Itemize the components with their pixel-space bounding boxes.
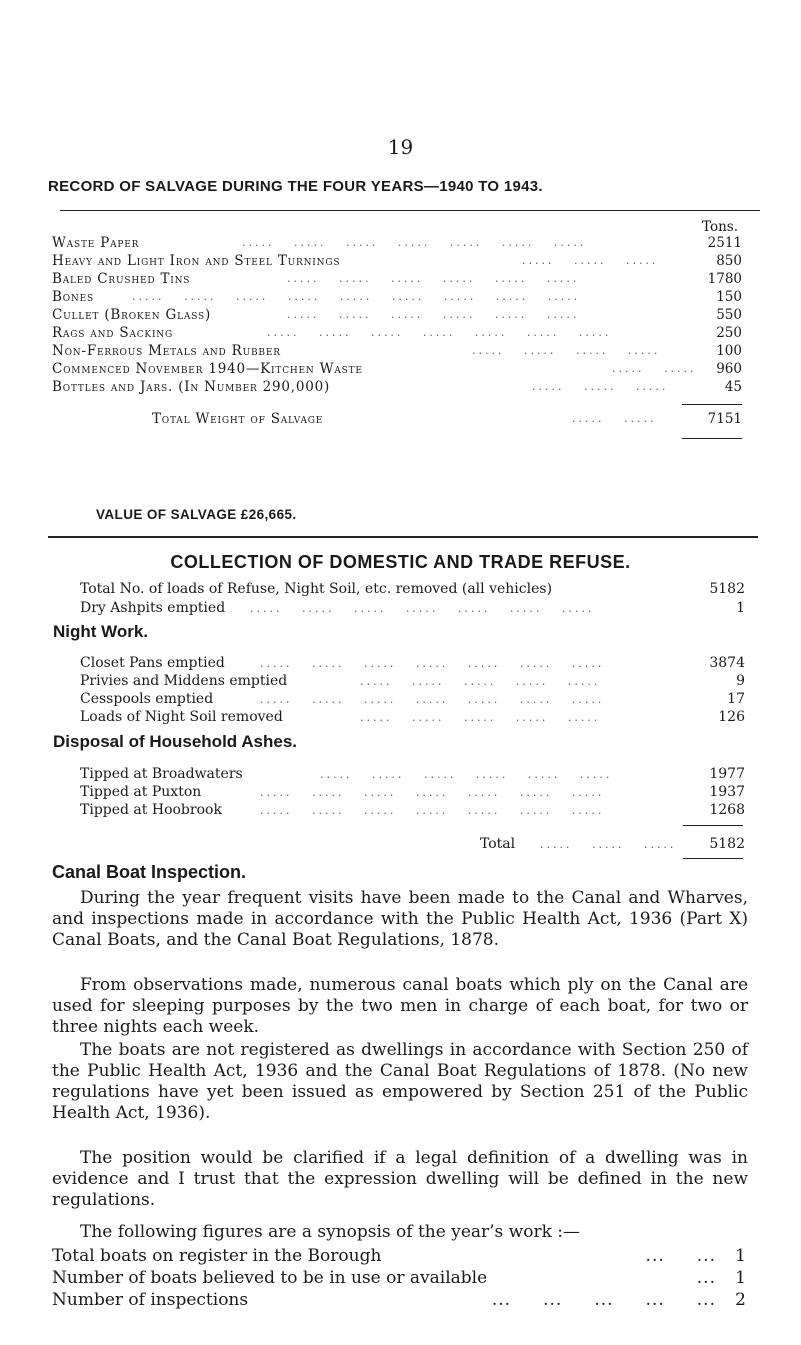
canal-paragraph: During the year frequent visits have been made to the Canal and Wharves, and inspections made in accordance with the Public Health Act, 1936 (Part X) Canal Boats, and the Canal Boat Regulations, 1878. [52, 888, 748, 950]
synopsis-row: Total boats on register in the Borough ... ... 1 [52, 1246, 746, 1266]
total-loads-line: Total No. of loads of Refuse, Night Soil, etc. removed (all vehicles) 5182 [80, 581, 745, 597]
salvage-row: Waste Paper ..... ..... ..... ..... ..... ..... ..... 2511 [52, 235, 742, 251]
night-work-row: Privies and Middens emptied ..... ..... ..... ..... ..... 9 [80, 673, 745, 689]
salvage-title: RECORD OF SALVAGE DURING THE FOUR YEARS—1940 TO 1943. [48, 178, 543, 195]
ashes-subtotal-rule [683, 825, 743, 826]
subtotal-rule [682, 404, 742, 405]
canal-paragraph: The position would be clarified if a legal definition of a dwelling was in evidence and I trust that the expression dwelling will be defined in the new regulations. [52, 1148, 748, 1210]
title-rule [60, 210, 760, 211]
ashes-row: Tipped at Broadwaters ..... ..... ..... ..... ..... ..... 1977 [80, 766, 745, 782]
dry-ashpits-line: Dry Ashpits emptied ..... ..... ..... ..... ..... ..... ..... 1 [80, 600, 745, 616]
salvage-row: Cullet (Broken Glass) ..... ..... ..... ..... ..... ..... 550 [52, 307, 742, 323]
ashes-total-rule [683, 858, 743, 859]
salvage-row: Heavy and Light Iron and Steel Turnings ..... ..... ..... 850 [52, 253, 742, 269]
canal-heading: Canal Boat Inspection. [52, 862, 247, 882]
ashes-row: Tipped at Hoobrook ..... ..... ..... ..... ..... ..... ..... 1268 [80, 802, 745, 818]
salvage-row: Non-Ferrous Metals and Rubber ..... ..... ..... ..... 100 [52, 343, 742, 359]
night-work-heading: Night Work. [53, 622, 149, 641]
salvage-table [52, 218, 742, 442]
night-work-row: Closet Pans emptied ..... ..... ..... ..... ..... ..... ..... 3874 [80, 655, 745, 671]
salvage-value: VALUE OF SALVAGE £26,665. [96, 507, 297, 522]
salvage-row: Baled Crushed Tins ..... ..... ..... ..... ..... ..... 1780 [52, 271, 742, 287]
salvage-row: Bones ..... ..... ..... ..... ..... ..... ..... ..... ..... 150 [52, 289, 742, 305]
ashes-heading: Disposal of Household Ashes. [53, 732, 298, 751]
tons-header: Tons. [702, 219, 738, 235]
night-work-row: Cesspools emptied ..... ..... ..... ..... ..... ..... ..... 17 [80, 691, 745, 707]
section-rule [48, 536, 758, 538]
synopsis-row: Number of boats believed to be in use or available ... 1 [52, 1268, 746, 1288]
canal-paragraph: From observations made, numerous canal boats which ply on the Canal are used for sleeping purposes by the two men in charge of each boat, for two or three nights each week. [52, 975, 748, 1037]
ashes-row: Tipped at Puxton ..... ..... ..... ..... ..... ..... ..... 1937 [80, 784, 745, 800]
canal-paragraph: The following figures are a synopsis of the year’s work :— [80, 1222, 581, 1242]
total-rule [682, 438, 742, 439]
salvage-row: Bottles and Jars. (In Number 290,000) ..... ..... ..... 45 [52, 379, 742, 395]
page-number: 19 [387, 135, 414, 159]
canal-paragraph: The boats are not registered as dwellings in accordance with Section 250 of the Public Health Act, 1936 and the Canal Boat Regulations of 1878. (No new regulations have yet been issued as empowered by Section 251 of the Public Health Act, 1936). [52, 1040, 748, 1123]
refuse-heading: COLLECTION OF DOMESTIC AND TRADE REFUSE. [170, 552, 631, 572]
salvage-row: Rags and Sacking ..... ..... ..... ..... ..... ..... ..... 250 [52, 325, 742, 341]
salvage-row: Commenced November 1940—Kitchen Waste ..... ..... 960 [52, 361, 742, 377]
ashes-total-row: Total ..... ..... ..... 5182 [480, 836, 745, 852]
salvage-total-row: Total Weight of Salvage ..... ..... 7151 [152, 411, 742, 427]
night-work-row: Loads of Night Soil removed ..... ..... ..... ..... ..... 126 [80, 709, 745, 725]
synopsis-row: Number of inspections ... ... ... ... ... 2 [52, 1290, 746, 1310]
